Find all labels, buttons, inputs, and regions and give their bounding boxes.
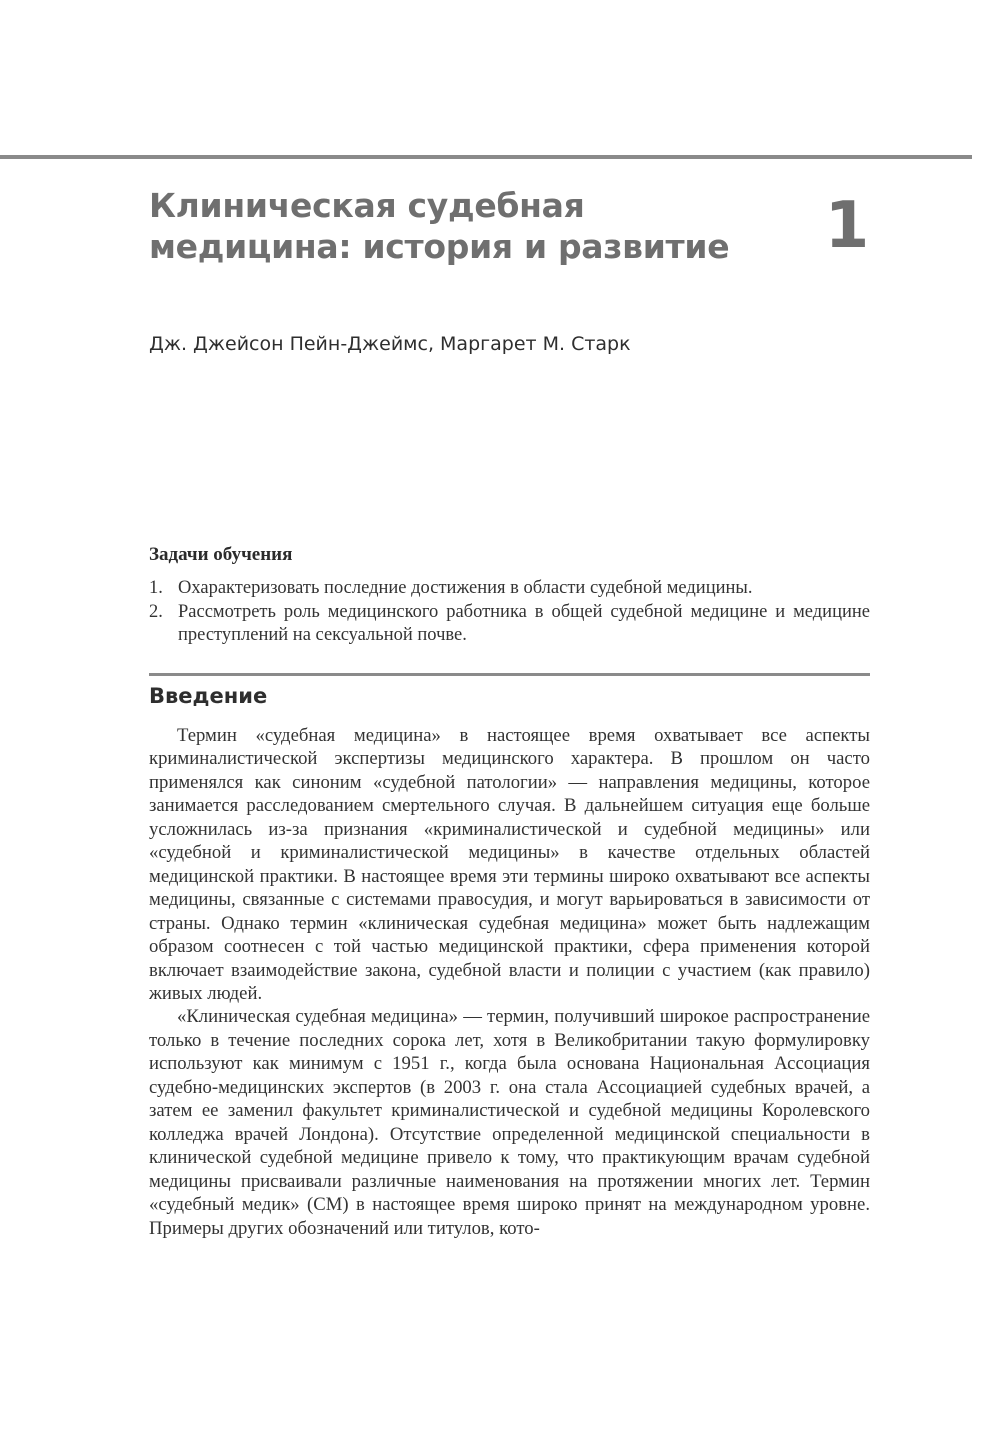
- chapter-title-line-2: медицина: история и развитие: [149, 227, 730, 266]
- objective-item: [149, 601, 870, 648]
- learning-objectives-list: [149, 577, 870, 648]
- objective-text: Охарактеризовать последние достижения в области судебной медицины.: [178, 578, 753, 598]
- chapter-top-rule: [0, 155, 972, 159]
- objective-text: Рассмотреть роль медицинского работника в общей судебной медицине и медицине преступлений на сексуальной почве.: [178, 601, 870, 645]
- objective-number: 1.: [149, 578, 163, 598]
- learning-objectives-title: Задачи обучения: [149, 544, 293, 565]
- introduction-body: [149, 724, 870, 1240]
- chapter-number: 1: [824, 189, 870, 263]
- learning-objectives: [149, 541, 870, 648]
- chapter-authors: Дж. Джейсон Пейн-Джеймс, Маргарет М. Старк: [149, 333, 631, 355]
- section-heading-introduction: Введение: [149, 684, 268, 708]
- chapter-title: [149, 185, 789, 267]
- body-paragraph: «Клиническая судебная медицина» — термин, получивший широкое распространение только в течение последних сорока лет, хотя в Великобритании такую формулировку используют как минимум с 1951 г., когда была основана Национальная Ассоциация судебно-медицинских экспертов (в 2003 г. она стала Ассоциацией судебных врачей, а затем ее заменил факультет криминалистической и судебной медицины Королевского колледжа врачей Лондона). Отсутствие определенной медицинской специальности в клинической судебной медицине привело к тому, что практикующим врачам судебной медицины присваивали различные наименования на протяжении многих лет. Термин «судебный медик» (СМ) в настоящее время широко принят на международном уровне. Примеры других обозначений или титулов, кото-: [149, 1006, 870, 1239]
- objective-number: 2.: [149, 601, 163, 622]
- section-rule: [149, 673, 870, 676]
- objective-item: [149, 577, 870, 601]
- chapter-title-line-1: Клиническая судебная: [149, 186, 585, 225]
- body-paragraph: Термин «судебная медицина» в настоящее время охватывает все аспекты криминалистической экспертизы медицинского характера. В прошлом он часто применялся как синоним «судебной патологии» — направления медицины, которое занимается расследованием смертельного случая. В дальнейшем ситуация еще больше усложнилась из-за признания «криминалистической и судебной медицины» или «судебной и криминалистической медицины» в качестве отдельных областей медицинской практики. В настоящее время эти термины широко охватывают все аспекты медицины, связанные с системами правосудия, и могут варьироваться в зависимости от страны. Однако термин «клиническая судебная медицина» может быть надлежащим образом соотнесен с той частью медицинской практики, сфера применения которой включает взаимодействие закона, судебной власти и полиции с участием (как правило) живых людей.: [149, 725, 870, 1004]
